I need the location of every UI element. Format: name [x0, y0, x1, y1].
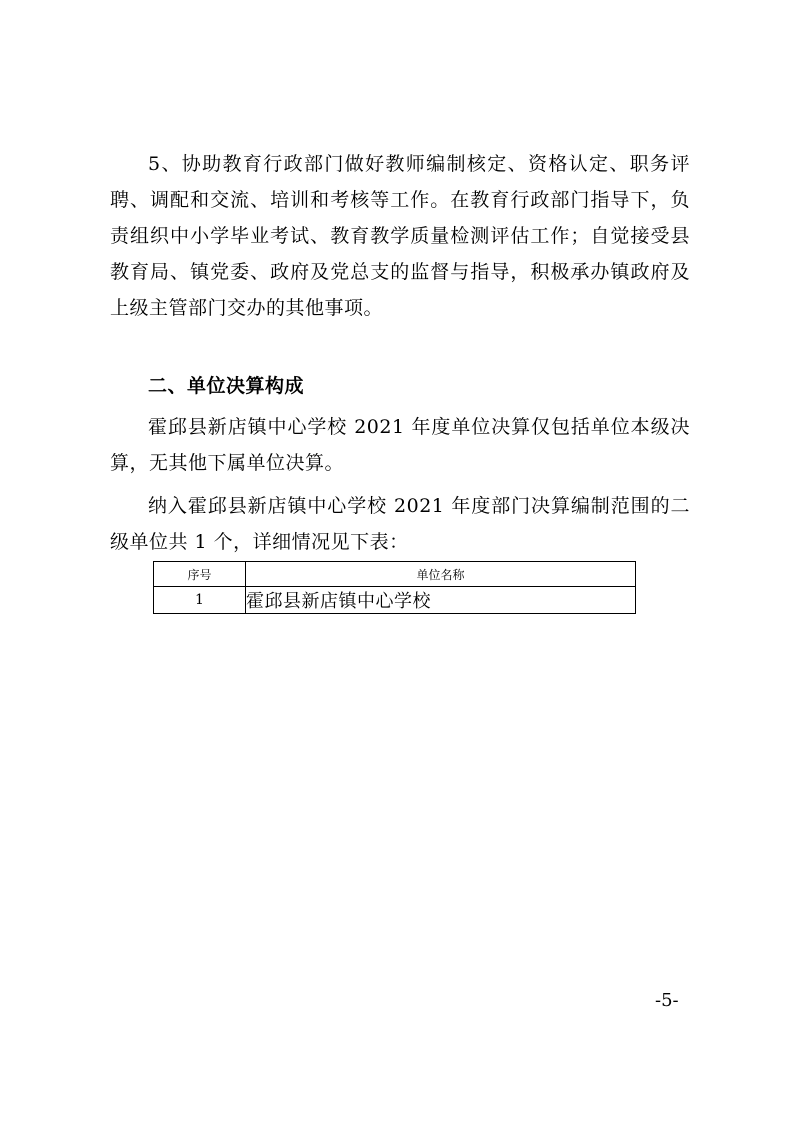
section-heading: 二、单位决算构成	[148, 375, 305, 397]
header-index: 序号	[154, 562, 246, 587]
row-unit-name-cell: 霍邱县新店镇中心学校	[246, 587, 636, 614]
row-index-cell: 1	[154, 587, 246, 614]
duty-paragraph: 5、协助教育行政部门做好教师编制核定、资格认定、职务评聘、调配和交流、培训和考核等工作。在教育行政部门指导下，负责组织中小学毕业考试、教育教学质量检测评估工作；自觉接受县教育局、镇党委、政府及党总支的监督与指导，积极承办镇政府及上级主管部门交办的其他事项。	[110, 153, 690, 319]
composition-paragraph: 霍邱县新店镇中心学校 2021 年度单位决算仅包括单位本级决算，无其他下属单位决算。	[110, 416, 690, 474]
unit-table	[153, 561, 636, 614]
header-unit-name: 单位名称	[246, 562, 636, 587]
scope-paragraph: 纳入霍邱县新店镇中心学校 2021 年度部门决算编制范围的二级单位共 1 个，详细情况见下表：	[110, 495, 690, 553]
table-row	[154, 587, 636, 614]
page-number: -5-	[655, 990, 679, 1011]
table-header-row	[154, 562, 636, 587]
